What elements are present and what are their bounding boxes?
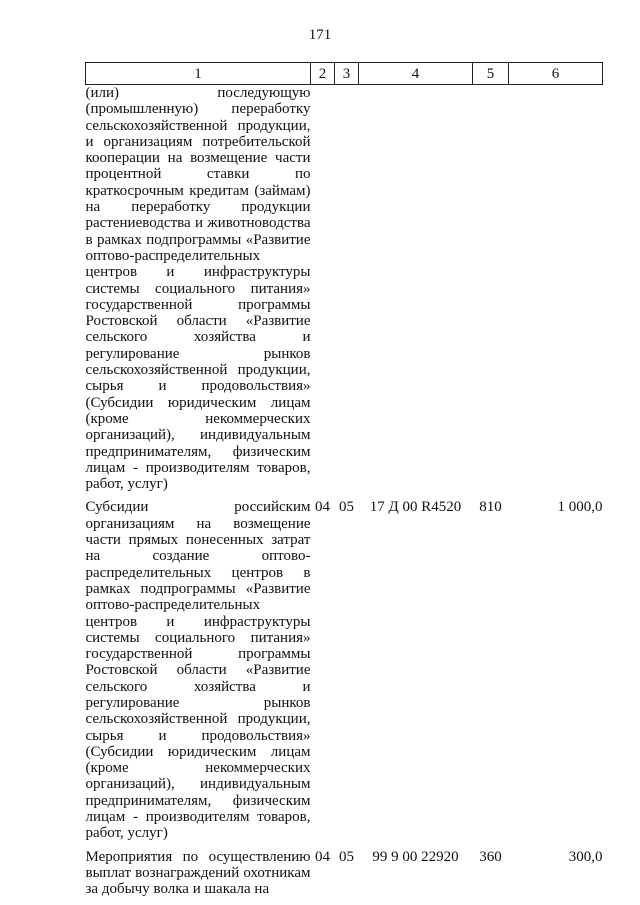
row-description: (или) последующую (промышленную) переработку сельскохозяйственной продукции, и организациям потребительской кооперации на возмещение части процентной ставки по краткосрочным кредитам (займам) на переработку продукции растениеводства и животноводства в рамках подпрограммы «Развитие оптово-распределительных центров и инфраструктуры системы социального питания» государственной программы Ростовской области «Развитие сельского хозяйства и регулирование рынков сельскохозяйственной продукции, сырья и продовольствия» (Субсидии юридическим лицам (кроме некоммерческих организаций), индивидуальным предпринимателям, физическим лицам - производителям товаров, работ, услуг) — [85, 85, 311, 493]
table-header — [86, 63, 603, 85]
row-target-code: 99 9 00 22920 — [372, 848, 459, 865]
row-subsection: 05 — [339, 499, 354, 516]
row-section: 04 — [315, 499, 330, 516]
row-section: 04 — [315, 848, 330, 865]
column-header-1: 1 — [86, 63, 311, 85]
row-description: Субсидии российским организациям на возмещение части прямых понесенных затрат на создание оптово-распределительных центров в рамках подпрограммы «Развитие оптово-распределительных центров и инфраструктуры системы социального питания» государственной программы Ростовской области «Развитие сельского хозяйства и регулирование рынков сельскохозяйственной продукции, сырья и продовольствия» (Субсидии юридическим лицам (кроме некоммерческих организаций), индивидуальным предпринимателям, физическим лицам - производителям товаров, работ, услуг) — [85, 499, 311, 842]
table-row — [86, 842, 603, 898]
row-expense-type: 360 — [479, 848, 502, 865]
row-amount — [509, 85, 603, 493]
row-amount: 1 000,0 — [557, 499, 603, 516]
column-header-6: 6 — [509, 63, 603, 85]
row-section — [311, 85, 335, 493]
header-row — [86, 63, 603, 85]
row-expense-type — [473, 85, 509, 493]
row-target-code: 17 Д 00 R4520 — [369, 499, 462, 516]
column-header-3: 3 — [335, 63, 359, 85]
row-target-code — [359, 85, 473, 493]
column-header-4: 4 — [359, 63, 473, 85]
row-amount: 300,0 — [568, 848, 603, 865]
row-description: Мероприятия по осуществлению выплат вознаграждений охотникам за добычу волка и шакала на — [85, 848, 311, 898]
budget-table — [85, 62, 603, 898]
table-body — [86, 85, 603, 898]
table-row — [86, 85, 603, 493]
page-number: 171 — [308, 27, 332, 43]
row-expense-type: 810 — [479, 499, 502, 516]
row-subsection — [335, 85, 359, 493]
column-header-5: 5 — [473, 63, 509, 85]
table-row — [86, 492, 603, 841]
row-subsection: 05 — [339, 848, 354, 865]
column-header-2: 2 — [311, 63, 335, 85]
